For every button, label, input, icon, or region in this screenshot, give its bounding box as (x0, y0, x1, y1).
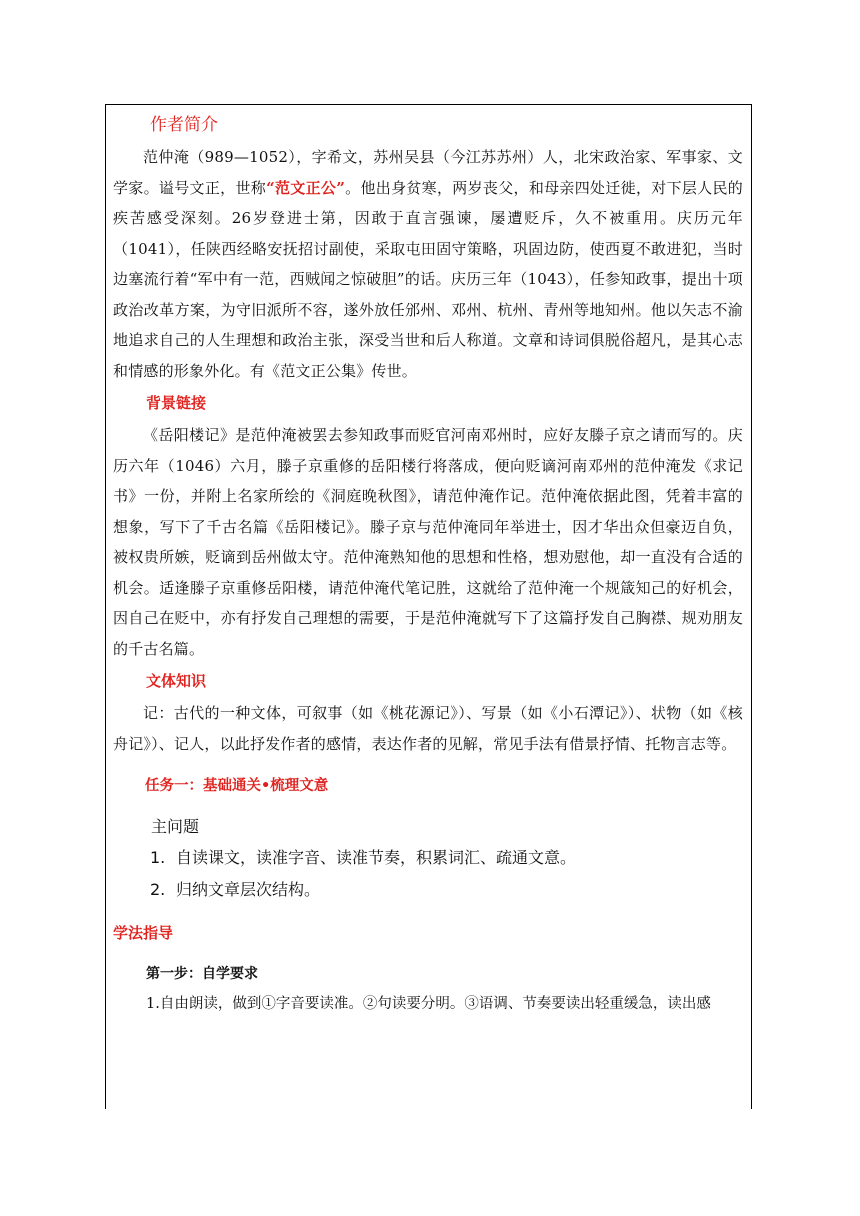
main-question-text: 自读课文，读准字音、读准节奏，积累词汇、疏通文意。 (176, 848, 577, 867)
task1-title: 任务一：基础通关•梳理文意 (145, 778, 329, 794)
genre-text: 记：古代的一种文体，可叙事（如《桃花源记》）、写景（如《小石潭记》）、状物（如《核舟记》）、记人，以此抒发作者的感情，表达作者的见解，常见手法有借景抒情、托物言志等。 (113, 704, 743, 753)
main-question-number: 2. (150, 880, 166, 899)
main-question-label: 主问题 (151, 817, 200, 836)
author-intro-text-1: 范仲淹（989—1052），字希文，苏州吴县（今江苏苏州）人，北宋政治家、军事家、文学家。谥号文正，世称 (113, 148, 743, 197)
author-intro-text (113, 142, 743, 386)
author-intro-section (113, 110, 743, 140)
main-question-item (150, 842, 743, 874)
genre-title: 文体知识 (146, 672, 207, 690)
step1-text: 1.自由朗读，做到①字音要读准。②句读要分明。③语调、节奏要读出轻重缓急，读出感 (146, 996, 711, 1012)
main-question-number: 1. (150, 848, 166, 867)
author-intro-highlight: “范文正公” (266, 178, 346, 197)
document-body (113, 110, 743, 1018)
background-title: 背景链接 (146, 394, 207, 412)
main-question-item (150, 874, 743, 906)
author-intro-title: 作者简介 (150, 115, 218, 135)
main-question-text: 归纳文章层次结构。 (176, 880, 321, 899)
author-intro-text-2: 。他出身贫寒，两岁丧父，和母亲四处迁徙，对下层人民的疾苦感受深刻。26岁登进士第，因敢于直言强谏，屡遭贬斥，久不被重用。庆历元年（1041），任陕西经略安抚招讨副使，采取屯田固守策略，巩固边防，使西夏不敢进犯，当时边塞流行着“军中有一范，西贼闻之惊破胆”的话。庆历三年（1043），任参知政事，提出十项政治改革方案，为守旧派所不容，遂外放任邠州、邓州、杭州、青州等地知州。他以矢志不渝地追求自己的人生理想和政治主张，深受当世和后人称道。文章和诗词俱脱俗超凡，是其心志和情感的形象外化。有《范文正公集》传世。 (113, 178, 743, 380)
background-text: 《岳阳楼记》是范仲淹被罢去参知政事而贬官河南邓州时，应好友滕子京之请而写的。庆历六年（1046）六月，滕子京重修的岳阳楼行将落成，便向贬谪河南邓州的范仲淹发《求记书》一份，并附上名家所绘的《洞庭晚秋图》，请范仲淹作记。范仲淹依据此图，凭着丰富的想象，写下了千古名篇《岳阳楼记》。滕子京与范仲淹同年举进士，因才华出众但豪迈自负，被权贵所嫉，贬谪到岳州做太守。范仲淹熟知他的思想和性格，想劝慰他，却一直没有合适的机会。适逢滕子京重修岳阳楼，请范仲淹代笔记胜，这就给了范仲淹一个规箴知己的好机会，因自己在贬中，亦有抒发自己理想的需要，于是范仲淹就写下了这篇抒发自己胸襟、规劝朋友的千古名篇。 (113, 426, 743, 658)
step1-title: 第一步：自学要求 (146, 966, 258, 982)
method-title: 学法指导 (113, 924, 174, 942)
main-question-list (113, 842, 743, 906)
